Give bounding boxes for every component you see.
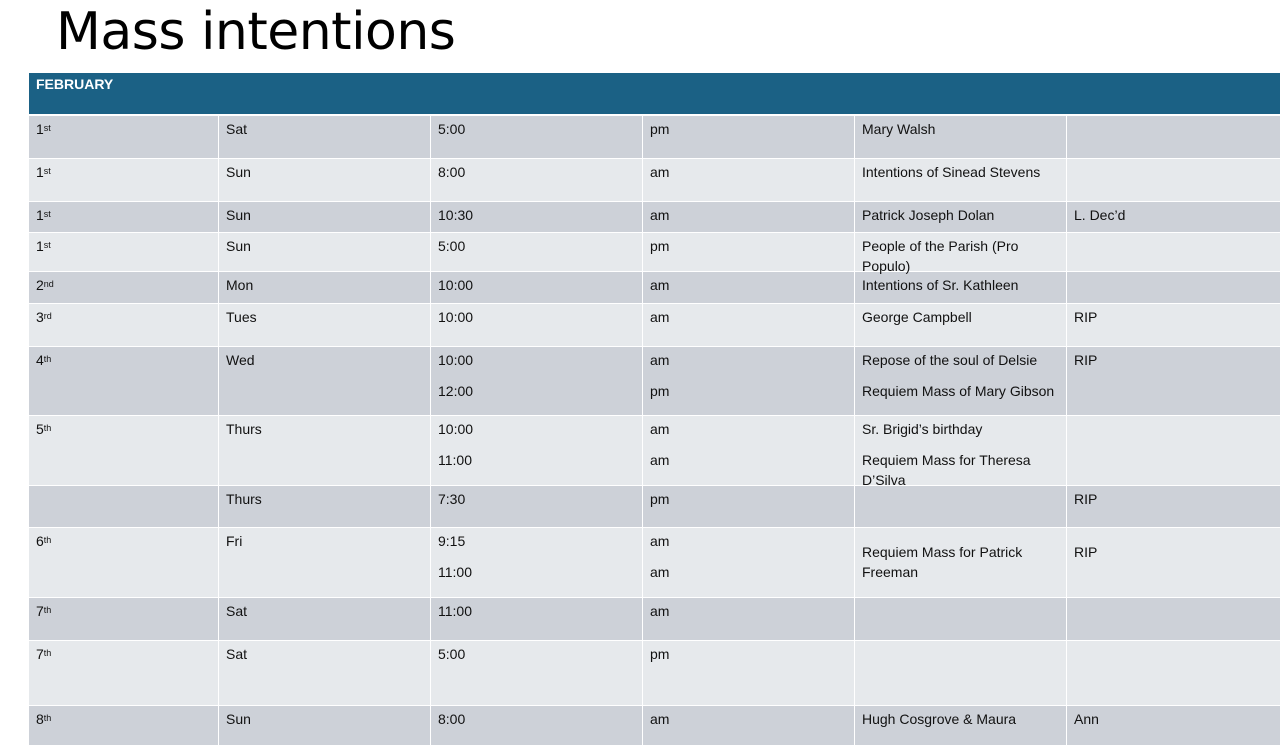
- ampm-cell: [643, 416, 855, 485]
- note-cell-line: RIP: [1074, 491, 1098, 507]
- intention-cell-line: George Campbell: [862, 309, 972, 325]
- date-day: 6: [36, 533, 44, 549]
- time-cell-line: 11:00: [438, 603, 472, 619]
- ampm-cell-line: am: [650, 603, 670, 619]
- ampm-cell-line: am: [650, 277, 670, 293]
- intention-cell-line: Intentions of Sr. Kathleen: [862, 277, 1019, 293]
- intention-cell: [855, 598, 1067, 640]
- ampm-cell: [643, 202, 855, 232]
- weekday-cell: Thurs: [219, 486, 431, 527]
- weekday-cell: Tues: [219, 304, 431, 346]
- intention-cell: [855, 706, 1067, 745]
- intention-cell-line: Patrick Joseph Dolan: [862, 207, 995, 223]
- time-cell: [431, 233, 643, 271]
- intention-cell-line: Repose of the soul of Delsie: [862, 352, 1038, 368]
- time-cell: [431, 598, 643, 640]
- table-row: [29, 202, 1280, 233]
- date-day: 1: [36, 121, 44, 137]
- note-cell: [1067, 706, 1280, 745]
- ampm-cell-line: am: [650, 564, 670, 580]
- ampm-cell: [643, 233, 855, 271]
- intention-cell: [855, 202, 1067, 232]
- table-row: [29, 416, 1280, 486]
- time-cell-line: 8:00: [438, 711, 466, 727]
- intention-cell-line: Requiem Mass of Mary Gibson: [862, 383, 1055, 399]
- weekday-cell: Sun: [219, 202, 431, 232]
- note-cell: [1067, 641, 1280, 705]
- ampm-cell-line: pm: [650, 383, 670, 399]
- date-suffix: st: [43, 209, 51, 219]
- date-cell: [29, 202, 219, 232]
- ampm-cell-line: pm: [650, 491, 670, 507]
- weekday-cell: Sat: [219, 641, 431, 705]
- note-cell-line: RIP: [1074, 309, 1098, 325]
- table-row: [29, 706, 1280, 746]
- time-cell-line: 5:00: [438, 238, 466, 254]
- weekday-cell: Sat: [219, 116, 431, 158]
- ampm-cell-line: am: [650, 207, 670, 223]
- date-day: 5: [36, 421, 44, 437]
- ampm-cell-line: am: [650, 452, 670, 468]
- table-body: [29, 116, 1280, 746]
- time-cell-line: 10:00: [438, 309, 474, 325]
- table-row: [29, 486, 1280, 528]
- intention-cell: [855, 159, 1067, 201]
- date-day: 7: [36, 603, 44, 619]
- date-cell: [29, 233, 219, 271]
- intention-cell: [855, 272, 1067, 303]
- intention-cell: [855, 641, 1067, 705]
- intention-cell: [855, 486, 1067, 527]
- weekday-cell: Thurs: [219, 416, 431, 485]
- time-cell-line: 10:00: [438, 277, 474, 293]
- date-suffix: nd: [43, 279, 54, 289]
- date-cell: [29, 116, 219, 158]
- intention-cell-line: Intentions of Sinead Stevens: [862, 164, 1041, 180]
- time-cell-line: 5:00: [438, 646, 466, 662]
- date-suffix: th: [43, 423, 52, 433]
- note-cell: [1067, 202, 1280, 232]
- ampm-cell-line: pm: [650, 646, 670, 662]
- ampm-cell-line: am: [650, 711, 670, 727]
- table-row: [29, 272, 1280, 304]
- ampm-cell-line: am: [650, 309, 670, 325]
- date-cell: [29, 528, 219, 597]
- note-cell: [1067, 598, 1280, 640]
- intention-cell-line: People of the Parish (Pro Populo): [862, 238, 1019, 274]
- time-cell: [431, 304, 643, 346]
- note-cell: [1067, 116, 1280, 158]
- time-cell-line: 11:00: [438, 452, 472, 468]
- intention-cell-line: Sr. Brigid’s birthday: [862, 421, 983, 437]
- date-cell: [29, 641, 219, 705]
- date-suffix: th: [43, 713, 52, 723]
- date-day: 8: [36, 711, 44, 727]
- date-day: 4: [36, 352, 44, 368]
- table-row: [29, 528, 1280, 598]
- table-row: [29, 304, 1280, 347]
- date-suffix: st: [43, 123, 51, 133]
- weekday-cell: Sun: [219, 159, 431, 201]
- ampm-cell: [643, 528, 855, 597]
- table-row: [29, 116, 1280, 159]
- intention-cell-line: Hugh Cosgrove & Maura: [862, 711, 1017, 727]
- date-day: 7: [36, 646, 44, 662]
- note-cell: [1067, 272, 1280, 303]
- ampm-cell: [643, 116, 855, 158]
- note-cell: [1067, 486, 1280, 527]
- table-row: [29, 233, 1280, 272]
- intention-cell: [855, 416, 1067, 488]
- time-cell-line: 10:00: [438, 421, 474, 437]
- date-cell: [29, 598, 219, 640]
- intention-cell: [855, 528, 1067, 597]
- date-cell: [29, 272, 219, 303]
- weekday-cell: Wed: [219, 347, 431, 415]
- table-row: [29, 159, 1280, 202]
- note-cell: [1067, 347, 1280, 415]
- date-day: 1: [36, 164, 44, 180]
- ampm-cell-line: am: [650, 421, 670, 437]
- note-cell-line: RIP: [1074, 352, 1098, 368]
- date-cell: [29, 304, 219, 346]
- date-suffix: th: [43, 354, 52, 364]
- time-cell: [431, 416, 643, 485]
- note-cell-line: L. Dec’d: [1074, 207, 1126, 223]
- ampm-cell: [643, 304, 855, 346]
- time-cell: [431, 641, 643, 705]
- intention-cell: [855, 233, 1067, 274]
- time-cell-line: 11:00: [438, 564, 472, 580]
- ampm-cell: [643, 486, 855, 527]
- time-cell-line: 7:30: [438, 491, 466, 507]
- date-cell: [29, 347, 219, 415]
- date-suffix: st: [43, 166, 51, 176]
- time-cell: [431, 159, 643, 201]
- time-cell: [431, 486, 643, 527]
- table-row: [29, 347, 1280, 416]
- weekday-cell: Sun: [219, 706, 431, 745]
- time-cell: [431, 116, 643, 158]
- ampm-cell-line: pm: [650, 121, 670, 137]
- intention-cell: [855, 304, 1067, 346]
- table-row: [29, 598, 1280, 641]
- date-cell: [29, 486, 219, 527]
- time-cell: [431, 347, 643, 415]
- date-suffix: rd: [43, 311, 52, 321]
- time-cell: [431, 706, 643, 745]
- time-cell-line: 9:15: [438, 533, 466, 549]
- ampm-cell: [643, 706, 855, 745]
- time-cell: [431, 528, 643, 597]
- date-cell: [29, 416, 219, 485]
- time-cell-line: 10:30: [438, 207, 474, 223]
- weekday-cell: Mon: [219, 272, 431, 303]
- date-suffix: st: [43, 240, 51, 250]
- time-cell-line: 12:00: [438, 383, 474, 399]
- ampm-cell-line: pm: [650, 238, 670, 254]
- month-header: FEBRUARY: [29, 73, 1280, 116]
- date-day: 3: [36, 309, 44, 325]
- note-cell-line: RIP: [1074, 544, 1098, 560]
- ampm-cell: [643, 641, 855, 705]
- note-cell: [1067, 304, 1280, 346]
- weekday-cell: Fri: [219, 528, 431, 597]
- time-cell-line: 8:00: [438, 164, 466, 180]
- time-cell: [431, 202, 643, 232]
- date-day: 1: [36, 207, 44, 223]
- intention-cell-line: Requiem Mass for Patrick Freeman: [862, 544, 1023, 580]
- intention-cell-line: Requiem Mass for Theresa D’Silva: [862, 452, 1031, 488]
- weekday-cell: Sat: [219, 598, 431, 640]
- time-cell-line: 5:00: [438, 121, 466, 137]
- page-title: Mass intentions: [56, 2, 456, 62]
- ampm-cell: [643, 598, 855, 640]
- date-day: 1: [36, 238, 44, 254]
- time-cell: [431, 272, 643, 303]
- note-cell: [1067, 233, 1280, 271]
- ampm-cell-line: am: [650, 164, 670, 180]
- date-suffix: th: [43, 535, 52, 545]
- intention-cell-line: Mary Walsh: [862, 121, 936, 137]
- ampm-cell: [643, 347, 855, 415]
- ampm-cell: [643, 159, 855, 201]
- note-cell: [1067, 159, 1280, 201]
- ampm-cell: [643, 272, 855, 303]
- table-row: [29, 641, 1280, 706]
- date-suffix: th: [43, 648, 52, 658]
- ampm-cell-line: am: [650, 533, 670, 549]
- date-cell: [29, 159, 219, 201]
- note-cell: [1067, 528, 1280, 597]
- date-cell: [29, 706, 219, 745]
- weekday-cell: Sun: [219, 233, 431, 271]
- note-cell: [1067, 416, 1280, 485]
- note-cell-line: Ann: [1074, 711, 1099, 727]
- ampm-cell-line: am: [650, 352, 670, 368]
- date-suffix: th: [43, 605, 52, 615]
- intention-cell: [855, 116, 1067, 158]
- intention-cell: [855, 347, 1067, 415]
- time-cell-line: 10:00: [438, 352, 474, 368]
- mass-intentions-table: [29, 73, 1280, 746]
- date-day: 2: [36, 277, 44, 293]
